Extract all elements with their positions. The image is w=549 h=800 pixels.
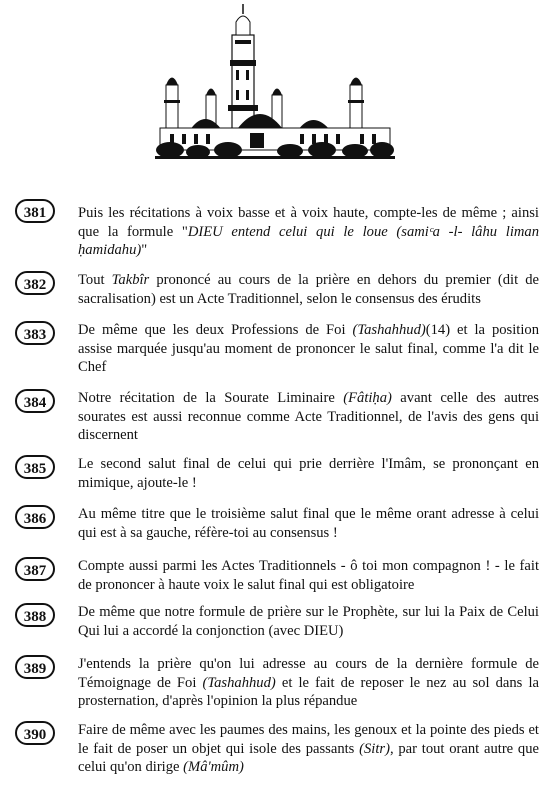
mosque-illustration [150, 0, 400, 170]
verse-text-run: Au même titre que le troisième salut final que le même orant adresse à celui qui est à sa gauche, réfère-toi au consensus ! [78, 506, 539, 541]
verse-number: 381 [15, 199, 55, 223]
verse-text-run: De même que les deux Professions de Foi [78, 322, 353, 338]
verse-term-italic: DIEU entend celui qui le loue (samiᶜa -l- lâhu liman ḥamidahu) [78, 223, 540, 258]
verse-term-italic: (Mâ'mûm) [183, 759, 244, 775]
verse-term-italic: Takbîr [111, 272, 150, 288]
verse-number: 386 [15, 505, 55, 529]
verse-number: 389 [15, 655, 55, 679]
verse-number: 384 [15, 389, 55, 413]
verse-term-italic: (Sitr) [359, 740, 390, 757]
verse-term-italic: (Fâtiḥa) [343, 390, 392, 406]
verse-term-italic: (Tashahhud) [202, 674, 276, 691]
verse-text [78, 603, 539, 640]
verse-text-run: Le second salut final de celui qui prie derrière l'Imâm, se prononçant en mimique, ajoute-le ! [78, 456, 539, 491]
verse-text-run: " [141, 242, 148, 258]
verse-text [78, 271, 539, 308]
verse-text-run: Notre récitation de la Sourate Liminaire [78, 390, 344, 406]
verse-number: 388 [15, 603, 55, 627]
verse-text-run: , par tout orant autre que celui qu'on dirige [78, 740, 540, 775]
verse-text [78, 721, 539, 777]
verse-text [78, 389, 539, 445]
verse-text [78, 557, 539, 594]
verse-number: 382 [15, 271, 55, 295]
verse-number: 387 [15, 557, 55, 581]
verse-text-run: Faire de même avec les paumes des mains, les genoux et la pointe des pieds et le fait de poser un objet qui isole des passants [78, 722, 539, 757]
verse-term-italic: (Tashahhud) [352, 322, 426, 338]
verse-number: 383 [15, 321, 55, 345]
verse-number: 390 [15, 721, 55, 745]
verse-text [78, 505, 539, 542]
verse-text-run: et le fait de reposer le nez au sol dans la prosternation, d'après l'opinion la plus répandue [78, 674, 539, 709]
verse-text-run: J'entends la prière qu'on lui adresse au cours de la dernière formule de Témoignage de Foi [78, 656, 539, 691]
verse-number: 385 [15, 455, 55, 479]
verse-text [78, 321, 539, 377]
verse-text [78, 455, 539, 492]
verse-text-run: Tout [78, 272, 112, 288]
verse-text-run: (14) et la position assise marquée jusqu'au moment de prononcer le salut final, comme l'a dit le Chef [78, 322, 539, 375]
verse-text-run: avant celle des autres sourates est aussi reconnue comme Acte Traditionnel, de l'avis des gens qui discernent [78, 390, 539, 443]
verse-text [78, 655, 539, 711]
verse-text-run: Puis les récitations à voix basse et à voix haute, compte-les de même ; ainsi que la formule " [78, 205, 539, 240]
verse-text [78, 204, 539, 260]
verse-text-run: Compte aussi parmi les Actes Traditionnels - ô toi mon compagnon ! - le fait de prononcer à haute voix le salut final qui est obligatoire [78, 558, 539, 593]
verse-text-run: De même que notre formule de prière sur le Prophète, sur lui la Paix de Celui Qui lui a accordé la conjonction (avec DIEU) [78, 604, 539, 639]
verse-text-run: prononcé au cours de la prière en dehors du premier (dit de sacralisation) est un Acte Traditionnel, selon le consensus des érudits [78, 272, 539, 307]
